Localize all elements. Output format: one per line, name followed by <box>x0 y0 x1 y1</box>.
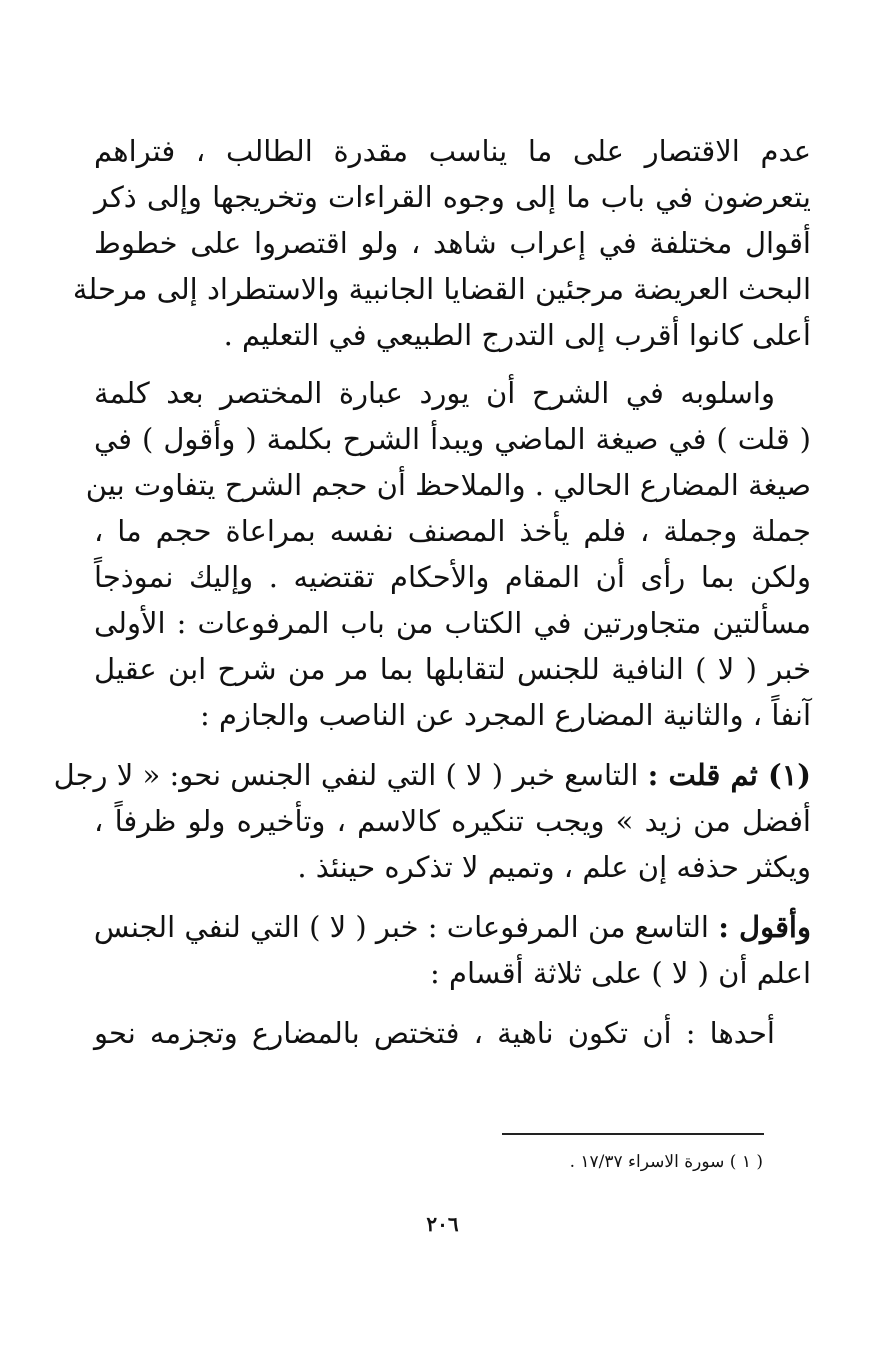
text-line: آنفاً ، والثانية المضارع المجرد عن الناصب والجازم : <box>200 698 811 732</box>
text-line: مسألتين متجاورتين في الكتاب من باب المرفوعات : الأولى <box>94 606 811 640</box>
text-line: أعلى كانوا أقرب إلى التدرج الطبيعي في التعليم . <box>223 318 811 352</box>
paragraph-1 <box>72 128 811 358</box>
line-text: التاسع من المرفوعات : خبر ( لا ) التي لنفي الجنس <box>93 910 709 944</box>
text-line: يتعرضون في باب ما إلى وجوه القراءات وتخريجها وإلى ذكر <box>94 180 811 214</box>
paragraph-3 <box>53 752 811 890</box>
page-number: ٢٠٦ <box>426 1212 459 1236</box>
text-line <box>94 904 811 950</box>
text-line: اعلم أن ( لا ) على ثلاثة أقسام : <box>430 956 811 990</box>
text-line: خبر ( لا ) النافية للجنس لتقابلها بما مر من شرح ابن عقيل <box>94 652 811 686</box>
text-line: ويكثر حذفه إن علم ، وتميم لا تذكره حينئذ . <box>297 850 811 884</box>
text-line: أحدها : أن تكون ناهية ، فتختص بالمضارع وتجزمه نحو <box>94 1016 775 1050</box>
lead-phrase: (١) ثم قلت : <box>647 758 811 792</box>
text-line: أفضل من زيد » ويجب تنكيره كالاسم ، وتأخيره ولو ظرفاً ، <box>94 804 811 838</box>
paragraph-5 <box>94 1010 811 1056</box>
text-line: ( قلت ) في صيغة الماضي ويبدأ الشرح بكلمة ( وأقول ) في <box>94 422 811 456</box>
footnote-divider <box>502 1133 764 1135</box>
paragraph-4 <box>94 904 811 996</box>
text-line: البحث العريضة مرجئين القضايا الجانبية والاستطراد إلى مرحلة <box>72 272 811 306</box>
text-line: جملة وجملة ، فلم يأخذ المصنف نفسه بمراعاة حجم ما ، <box>94 514 811 548</box>
text-line: صيغة المضارع الحالي . والملاحظ أن حجم الشرح يتفاوت بين <box>85 468 811 502</box>
text-line: ولكن بما رأى أن المقام والأحكام تقتضيه . وإليك نموذجاً <box>94 560 811 594</box>
text-line: أقوال مختلفة في إعراب شاهد ، ولو اقتصروا على خطوط <box>94 226 811 260</box>
text-line: واسلوبه في الشرح أن يورد عبارة المختصر بعد كلمة <box>94 376 775 410</box>
lead-phrase: وأقول : <box>718 910 811 944</box>
paragraph-2 <box>85 370 811 738</box>
footnote: ( ١ ) سورة الاسراء ١٧/٣٧ . <box>569 1152 763 1172</box>
page-body <box>53 128 811 1068</box>
line-text: التاسع خبر ( لا ) التي لنفي الجنس نحو: « لا رجل <box>53 758 639 792</box>
text-line <box>53 752 811 798</box>
text-line: عدم الاقتصار على ما يناسب مقدرة الطالب ، فتراهم <box>94 134 811 168</box>
